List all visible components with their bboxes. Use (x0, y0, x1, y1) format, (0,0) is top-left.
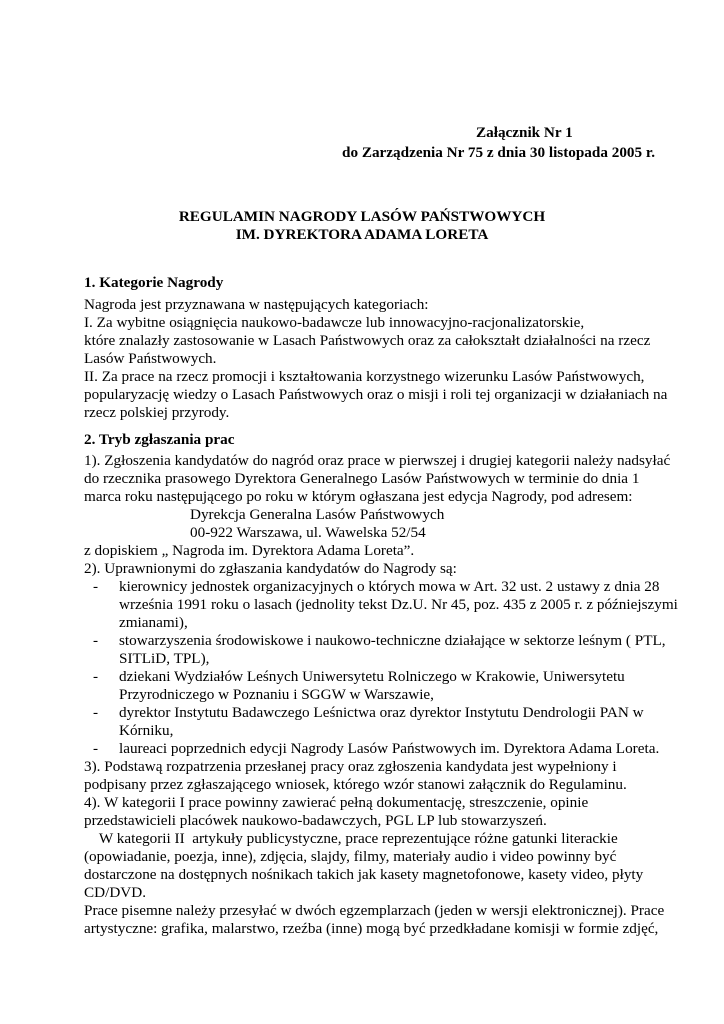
address-line: 00-922 Warszawa, ul. Wawelska 52/54 (190, 524, 426, 541)
bullet-line: stowarzyszenia środowiskowe i naukowo-techniczne działające w sektorze leśnym ( PTL, (119, 632, 666, 649)
bullet-line: września 1991 roku o lasach (jednolity tekst Dz.U. Nr 45, poz. 435 z 2005 r. z późniejszymi (119, 596, 678, 613)
bullet-line: Kórniku, (119, 722, 174, 739)
bullet-dash: - (93, 632, 99, 649)
bullet-line: SITLiD, TPL), (119, 650, 210, 667)
body-line: Lasów Państwowych. (84, 350, 217, 367)
body-line: popularyzację wiedzy o Lasach Państwowych oraz o misji i roli tej organizacji w działaniach na (84, 386, 668, 403)
body-line: 3). Podstawą rozpatrzenia przesłanej pracy oraz zgłoszenia kandydata jest wypełniony i (84, 758, 617, 775)
bullet-dash: - (93, 668, 99, 685)
section-heading: 2. Tryb zgłaszania prac (84, 431, 235, 448)
body-line: II. Za prace na rzecz promocji i kształtowania korzystnego wizerunku Lasów Państwowych, (84, 368, 645, 385)
body-line: podpisany przez zgłaszającego wniosek, którego wzór stanowi załącznik do Regulaminu. (84, 776, 627, 793)
bullet-line: kierownicy jednostek organizacyjnych o których mowa w Art. 32 ust. 2 ustawy z dnia 28 (119, 578, 660, 595)
body-line: CD/DVD. (84, 884, 147, 901)
bullet-line: laureaci poprzednich edycji Nagrody Lasów Państwowych im. Dyrektora Adama Loreta. (119, 740, 660, 757)
body-line: do rzecznika prasowego Dyrektora Generalnego Lasów Państwowych w terminie do dnia 1 (84, 470, 640, 487)
body-line: Nagroda jest przyznawana w następujących kategoriach: (84, 296, 429, 313)
body-line: Prace pisemne należy przesyłać w dwóch egzemplarzach (jeden w wersji elektronicznej). Prace (84, 902, 665, 919)
body-line: 2). Uprawnionymi do zgłaszania kandydatów do Nagrody są: (84, 560, 457, 577)
body-line: I. Za wybitne osiągnięcia naukowo-badawcze lub innowacyjno-racjonalizatorskie, (84, 314, 585, 331)
document-title-line2: IM. DYREKTORA ADAMA LORETA (235, 226, 489, 243)
address-line: Dyrekcja Generalna Lasów Państwowych (190, 506, 445, 523)
body-line: z dopiskiem „ Nagroda im. Dyrektora Adama Loreta”. (84, 542, 415, 559)
body-line: 1). Zgłoszenia kandydatów do nagród oraz prace w pierwszej i drugiej kategorii należy nadsyłać (84, 452, 671, 469)
bullet-dash: - (93, 740, 99, 757)
body-line: marca roku następującego po roku w którym ogłaszana jest edycja Nagrody, pod adresem: (84, 488, 633, 505)
bullet-dash: - (93, 578, 99, 595)
document-title-line1: REGULAMIN NAGRODY LASÓW PAŃSTWOWYCH (178, 208, 546, 225)
body-line: artystyczne: grafika, malarstwo, rzeźba (inne) mogą być przedkładane komisji w formie zdjęć, (84, 920, 659, 937)
body-line: (opowiadanie, poezja, inne), zdjęcia, slajdy, filmy, materiały audio i video powinny być (84, 848, 617, 865)
bullet-line: zmianami), (119, 614, 188, 631)
bullet-line: Przyrodniczego w Poznaniu i SGGW w Warszawie, (119, 686, 434, 703)
bullet-line: dyrektor Instytutu Badawczego Leśnictwa oraz dyrektor Instytutu Dendrologii PAN w (119, 704, 644, 721)
section-heading: 1. Kategorie Nagrody (84, 274, 224, 291)
body-line: W kategorii II artykuły publicystyczne, prace reprezentujące różne gatunki literackie (84, 830, 618, 847)
body-line: przedstawicieli placówek naukowo-badawczych, PGL LP lub stowarzyszeń. (84, 812, 547, 829)
bullet-line: dziekani Wydziałów Leśnych Uniwersytetu Rolniczego w Krakowie, Uniwersytetu (119, 668, 625, 685)
bullet-dash: - (93, 704, 99, 721)
body-line: które znalazły zastosowanie w Lasach Państwowych oraz za całokształt działalności na rzecz (84, 332, 651, 349)
annex-number: Załącznik Nr 1 (476, 124, 573, 141)
body-line: rzecz polskiej przyrody. (84, 404, 230, 421)
body-line: 4). W kategorii I prace powinny zawierać pełną dokumentację, streszczenie, opinie (84, 794, 589, 811)
annex-reference: do Zarządzenia Nr 75 z dnia 30 listopada 2005 r. (342, 144, 656, 161)
body-line: dostarczone na dostępnych nośnikach takich jak kasety magnetofonowe, kasety video, płyty (84, 866, 644, 883)
